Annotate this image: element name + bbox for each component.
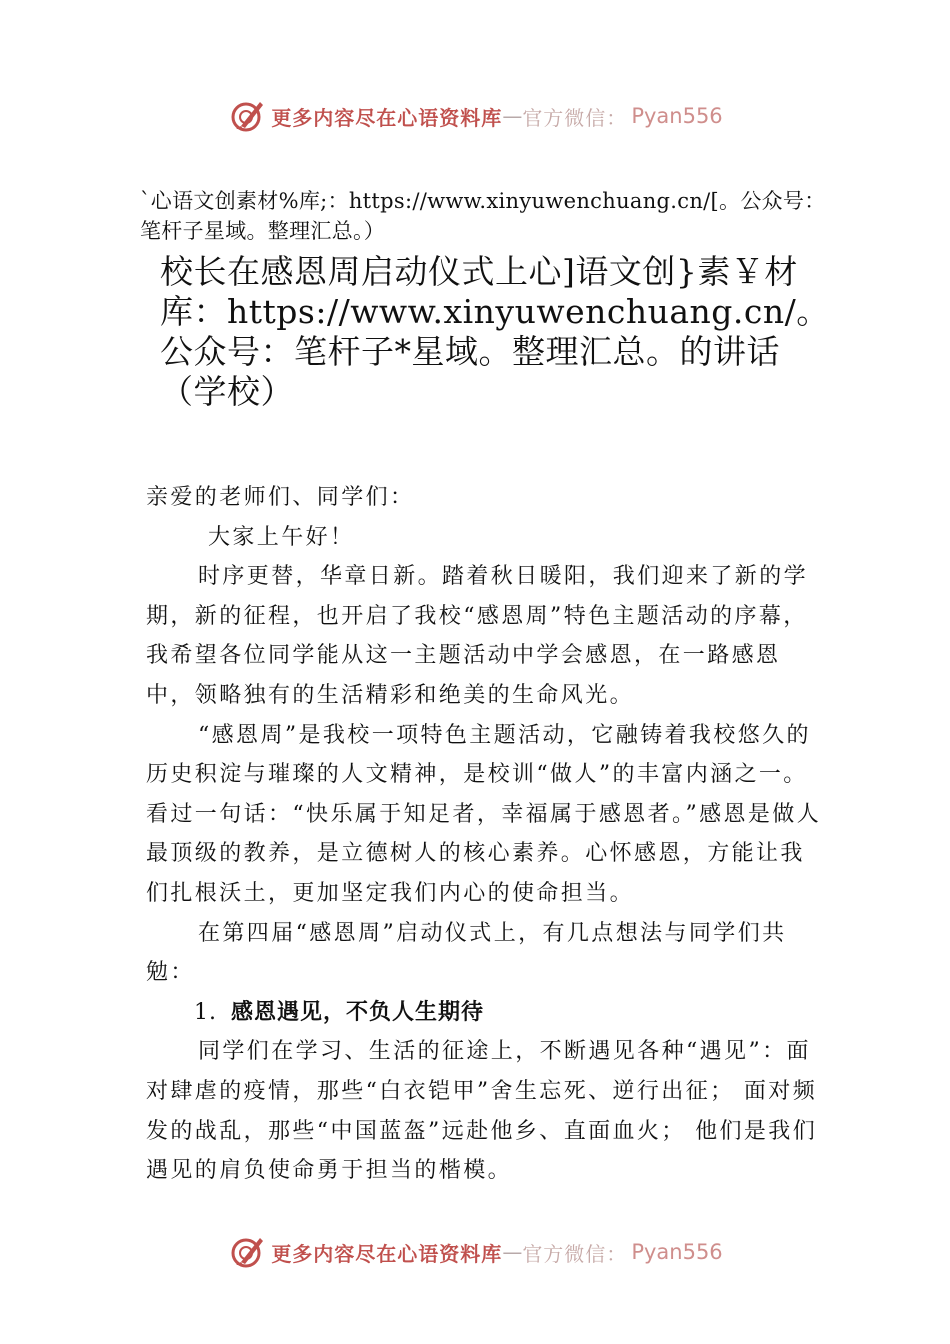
source-note: `心语文创素材%库;：https://www.xinyuwenchuang.cn/[。公众号：笔杆子星域。整理汇总。） (140, 189, 826, 243)
watermark-text: 更多内容尽在心语资料库 (271, 1241, 503, 1266)
section-heading (146, 993, 826, 1033)
speech-body (146, 478, 826, 1191)
salutation: 亲爱的老师们、同学们： (146, 485, 415, 510)
quill-logo-icon (227, 1232, 267, 1272)
watermark-text: 更多内容尽在心语资料库 (271, 105, 503, 130)
watermark-wechat-label: 官方微信： (522, 105, 628, 130)
watermark-wechat-id: Pyan556 (631, 104, 723, 128)
quill-logo-icon (227, 96, 267, 136)
greeting: 大家上午好！ (208, 524, 355, 550)
paragraph: 在第四届“感恩周”启动仪式上，有几点想法与同学们共勉： (146, 920, 787, 986)
paragraph: 同学们在学习、生活的征途上，不断遇见各种“遇见”：面对肆虐的疫情，那些“白衣铠甲”舍生忘死、逆行出征； 面对频发的战乱，那些“中国蓝盔”远赴他乡、直面血火； 他们是我们遇见的肩负使命勇于担当的楷模。 (146, 1039, 818, 1184)
watermark-wechat-label: 官方微信： (522, 1241, 628, 1266)
watermark-separator: — (502, 104, 523, 128)
section-number: 1. (194, 999, 217, 1025)
section-heading-text: 感恩遇见，不负人生期待 (231, 999, 485, 1025)
footer-watermark (0, 1232, 950, 1272)
header-watermark (0, 96, 950, 136)
document-title: 校长在感恩周启动仪式上心]语文创}素￥材库：https://www.xinyuwenchuang.cn/。公众号：笔杆子*星域。整理汇总。的讲话（学校） (160, 252, 830, 411)
paragraph: “感恩周”是我校一项特色主题活动，它融铸着我校悠久的历史积淀与璀璨的人文精神，是校训“做人”的丰富内涵之一。看过一句话：“快乐属于知足者，幸福属于感恩者。”感恩是做人最顶级的教养，是立德树人的核心素养。心怀感恩，方能让我们扎根沃土，更加坚定我们内心的使命担当。 (146, 722, 822, 906)
paragraph: 时序更替，华章日新。踏着秋日暖阳，我们迎来了新的学期，新的征程，也开启了我校“感恩周”特色主题活动的序幕，我希望各位同学能从这一主题活动中学会感恩，在一路感恩中，领略独有的生活精彩和绝美的生命风光。 (146, 564, 809, 708)
watermark-wechat-id: Pyan556 (631, 1240, 723, 1264)
watermark-separator: — (502, 1240, 523, 1264)
